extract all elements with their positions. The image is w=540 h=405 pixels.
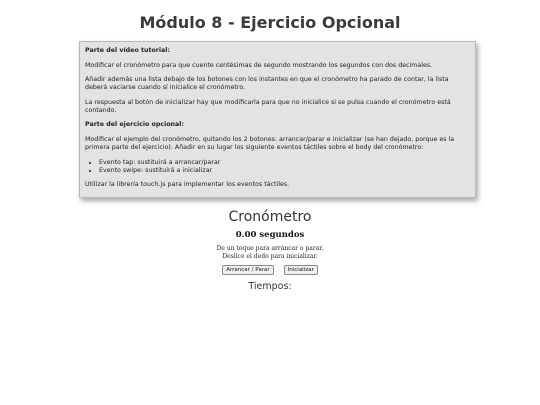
event-swipe-item: • Evento swipe: sustituirá a inicializar [99, 167, 469, 175]
description-paragraph-2: Añadir además una lista debajo de los botones con los instantes en que el cronómetro ha parado de contar, la lista deberá vaciarse cuando sí inicialice el cronómetro. [85, 76, 449, 92]
chronometer-title: Cronómetro [228, 209, 312, 225]
description-paragraph-5: Utilizar la librería touch.js para implementar los eventos táctiles. [85, 181, 290, 189]
reset-button[interactable]: Inicializar [284, 265, 318, 275]
touch-events-list [85, 159, 469, 175]
instruction-swipe: Deslice el dedo para inicializar. [222, 253, 318, 260]
chronometer-area[interactable] [0, 209, 540, 292]
page-title: Módulo 8 - Ejercicio Opcional [139, 13, 401, 32]
optional-part-heading: Parte del ejercicio opcional: [85, 121, 184, 129]
button-row [0, 265, 540, 275]
times-heading: Tiempos: [248, 281, 292, 292]
video-part-heading: Parte del vídeo tutorial: [85, 47, 170, 54]
instructions [0, 245, 540, 261]
exercise-description-panel [79, 41, 476, 198]
description-paragraph-1: Modificar el cronómetro para que cuente centésimas de segundo mostrando los segundos con dos decimales. [85, 61, 433, 69]
description-paragraph-4: Modificar el ejemplo del cronómetro, quitando los 2 botones: arrancar/parar e inicializar (se han dejado, porque es la primera parte del ejercicio). Añadir en su lugar los siguiente eventos táctiles sobre el body del cronómetro: [85, 135, 455, 151]
description-paragraph-3: La respuesta al botón de inicializar hay que modificarla para que no inicialice si se pulsa cuando el cronómetro está contando. [85, 98, 451, 114]
instruction-tap: De un toque para arrancar o parar. [216, 245, 324, 252]
start-stop-button[interactable]: Arrancar / Parar [222, 265, 273, 275]
event-tap-item: • Evento tap: sustituirá a arrancar/parar [99, 159, 469, 167]
time-display: 0.00 segundos [235, 230, 305, 240]
